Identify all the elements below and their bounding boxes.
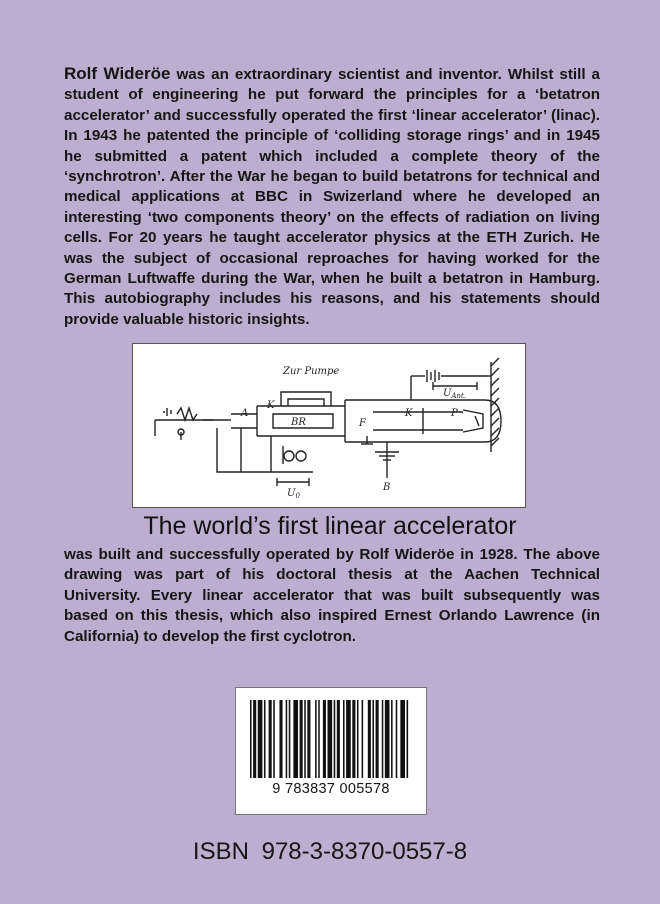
barcode-bar (293, 700, 298, 778)
label-p: P (451, 408, 458, 419)
barcode-bar (304, 700, 306, 778)
barcode-bar (391, 700, 393, 778)
barcode-bar (318, 700, 320, 778)
barcode-bar (328, 700, 333, 778)
label-u-ant: $U_{Ant.}$ (443, 388, 467, 400)
barcode-bar (273, 700, 275, 778)
diagram-lines (155, 358, 501, 486)
barcode-bar (250, 700, 252, 778)
barcode-bar (362, 700, 364, 778)
blurb-text: was an extraordinary scientist and inventor. Whilst still a student of engineering he put forward the principles for a ‘betatron accelerator’ and successfully operated the first ‘linear accelerator’ (linac). In 1943 he patented the principle of ‘colliding storage rings’ and in 1945 he submitted a patent which included a complete theory of the ‘synchrotron’. After the War he began to build betatrons for technical and medical applications at BBC in Swizerland where he developed an interesting ‘two components theory’ on the effects of radiation on living cells. For 20 years he taught accelerator physics at the ETH Zurich. He was the subject of occasional reproaches for having worked for the German Luftwaffe during the War, when he built a betatron in Hamburg. This autobiography includes his reasons, and his statements should provide valuable historic insights. (64, 66, 600, 328)
barcode-bar (269, 700, 272, 778)
barcode-bar (258, 700, 263, 778)
label-k1: K (267, 400, 275, 411)
barcode-bar (396, 700, 398, 778)
author-name: Rolf Wideröe (64, 64, 171, 83)
diagram-labels (240, 366, 466, 500)
barcode-bar (376, 700, 379, 778)
figure-heading: The world’s first linear accelerator (143, 512, 517, 540)
barcode-bar (337, 700, 340, 778)
isbn-number: ISBN 978-3-8370-0557-8 (192, 838, 468, 865)
barcode-bar (300, 700, 303, 778)
label-a: A (241, 408, 249, 419)
barcode-digits: 9 783837 005578 (272, 781, 390, 797)
barcode (235, 687, 427, 815)
label-b: B (383, 482, 391, 493)
barcode-bar (323, 700, 326, 778)
barcode-bar (315, 700, 317, 778)
barcode-bar (352, 700, 355, 778)
barcode-bar (307, 700, 310, 778)
barcode-bar (334, 700, 336, 778)
barcode-bar (372, 700, 374, 778)
barcode-bar (286, 700, 288, 778)
barcode-bar (385, 700, 390, 778)
linac-diagram (132, 343, 526, 508)
barcode-bar (357, 700, 359, 778)
label-f: F (359, 418, 366, 429)
back-cover-blurb (64, 64, 600, 330)
label-u0: $U_0$ (287, 488, 300, 500)
label-k2: K (405, 408, 413, 419)
barcode-bar (264, 700, 266, 778)
barcode-bar (343, 700, 345, 778)
barcode-bar (400, 700, 405, 778)
figure-caption: was built and successfully operated by Rolf Wideröe in 1928. The above drawing was part of his doctoral thesis at the Aachen Technical University. Every linear accelerator that was built subsequently was based on this thesis, which also inspired Ernest Orlando Lawrence (in California) to develop the first cyclotron. (64, 546, 600, 645)
barcode-bar (346, 700, 351, 778)
label-br: BR (291, 417, 306, 428)
barcode-bar (279, 700, 282, 778)
barcode-bar (289, 700, 291, 778)
barcode-bar (407, 700, 409, 778)
barcode-bar (368, 700, 371, 778)
barcode-bar (253, 700, 256, 778)
barcode-bar (382, 700, 384, 778)
label-pump: Zur Pumpe (283, 366, 340, 377)
linac-drawing (133, 344, 525, 507)
